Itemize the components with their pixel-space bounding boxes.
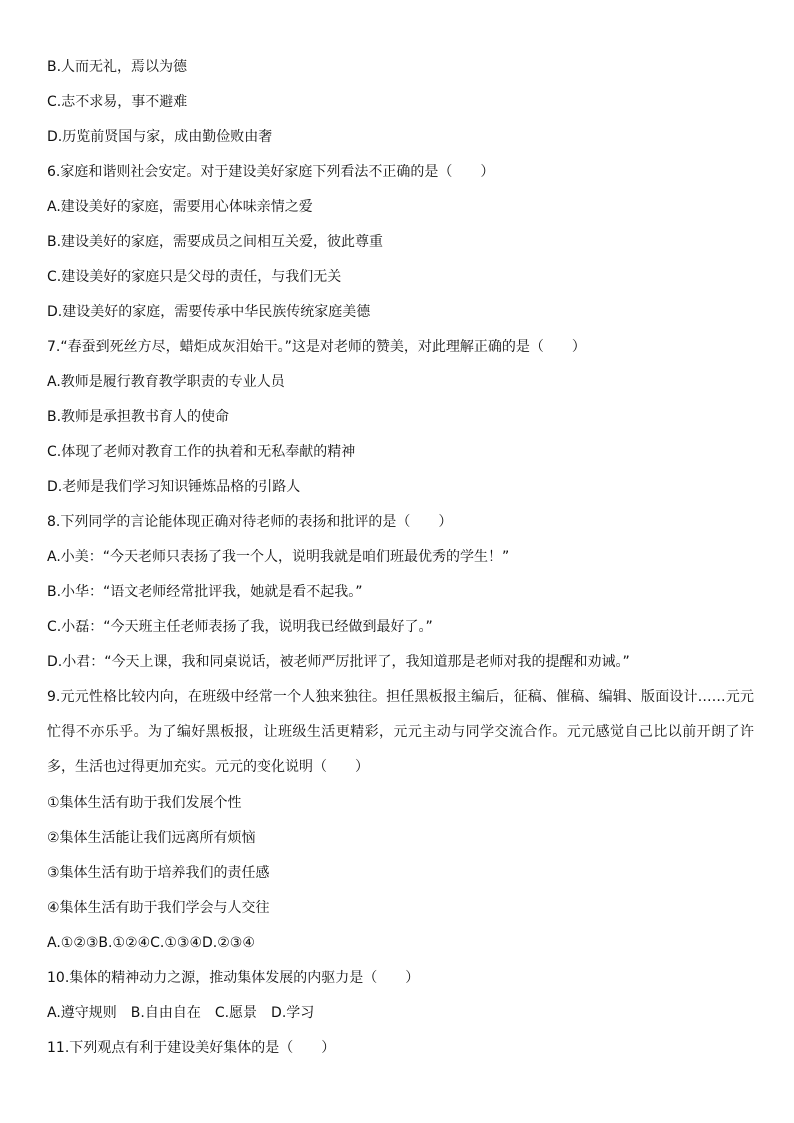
option-a-q8: A.小美：“今天老师只表扬了我一个人，说明我就是咱们班最优秀的学生！”: [47, 549, 510, 565]
question-7: 7.“春蚕到死丝方尽，蜡炬成灰泪始干。”这是对老师的赞美，对此理解正确的是（ ）: [47, 339, 586, 355]
question-9: 9.元元性格比较内向，在班级中经常一个人独来独往。担任黑板报主编后，征稿、催稿、编辑、版面设计……元元忙得不亦乐乎。为了编好黑板报，让班级生活更精彩，元元主动与同学交流合作。元元感觉自己比以前开朗了许多，生活也过得更加充实。元元的变化说明（ ）: [47, 689, 754, 775]
options-q9: A.①②③B.①②④C.①③④D.②③④: [47, 935, 255, 951]
option-b-q6: B.建设美好的家庭，需要成员之间相互关爱，彼此尊重: [47, 234, 384, 250]
option-a-q6: A.建设美好的家庭，需要用心体味亲情之爱: [47, 199, 313, 215]
option-b-q5: B.人而无礼，焉以为德: [47, 59, 188, 75]
statement-2-q9: ②集体生活能让我们远离所有烦恼: [47, 830, 256, 846]
question-10: 10.集体的精神动力之源，推动集体发展的内驱力是（ ）: [47, 970, 420, 986]
option-d-q7: D.老师是我们学习知识锤炼品格的引路人: [47, 479, 301, 495]
option-d-q5: D.历览前贤国与家，成由勤俭败由奢: [47, 129, 273, 145]
option-a-q7: A.教师是履行教育教学职责的专业人员: [47, 374, 285, 390]
option-b-q7: B.教师是承担教书育人的使命: [47, 409, 230, 425]
question-6: 6.家庭和谐则社会安定。对于建设美好家庭下列看法不正确的是（ ）: [47, 164, 495, 180]
option-d-q6: D.建设美好的家庭，需要传承中华民族传统家庭美德: [47, 304, 371, 320]
option-c-q6: C.建设美好的家庭只是父母的责任，与我们无关: [47, 269, 342, 285]
option-c-q8: C.小磊：“今天班主任老师表扬了我，说明我已经做到最好了。”: [47, 619, 433, 635]
option-c-q5: C.志不求易，事不避难: [47, 94, 188, 110]
question-11: 11.下列观点有利于建设美好集体的是（ ）: [47, 1040, 336, 1056]
option-b-q8: B.小华：“语文老师经常批评我，她就是看不起我。”: [47, 584, 363, 600]
question-8: 8.下列同学的言论能体现正确对待老师的表扬和批评的是（ ）: [47, 514, 453, 530]
options-q10: A.遵守规则 B.自由自在 C.愿景 D.学习: [47, 1005, 315, 1021]
option-c-q7: C.体现了老师对教育工作的执着和无私奉献的精神: [47, 444, 356, 460]
statement-1-q9: ①集体生活有助于我们发展个性: [47, 795, 242, 811]
statement-4-q9: ④集体生活有助于我们学会与人交往: [47, 900, 270, 916]
statement-3-q9: ③集体生活有助于培养我们的责任感: [47, 865, 270, 881]
option-d-q8: D.小君：“今天上课，我和同桌说话，被老师严厉批评了，我知道那是老师对我的提醒和劝诫。”: [47, 654, 630, 670]
